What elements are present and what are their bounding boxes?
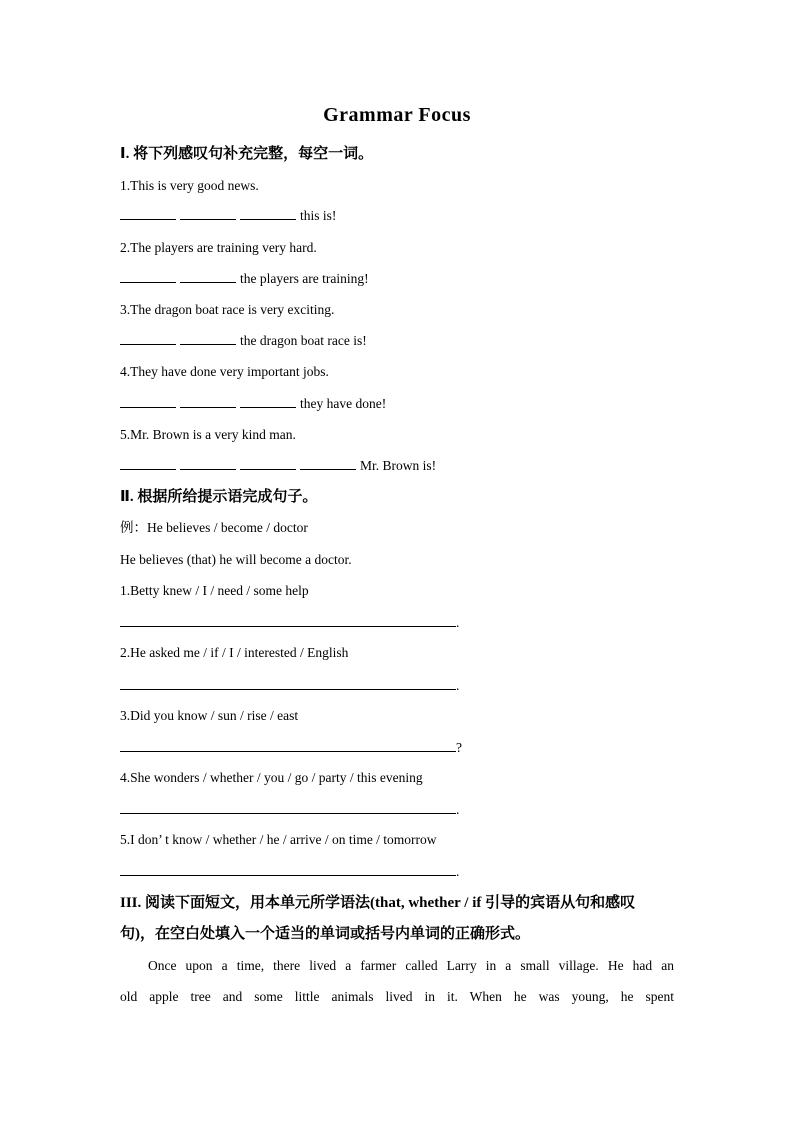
- answer-blank[interactable]: [300, 457, 356, 470]
- answer-blank[interactable]: [120, 270, 176, 283]
- section-3-heading-line-1: III. 阅读下面短文，用本单元所学语法(that, whether / if 引导的宾语从句和感叹: [120, 895, 636, 911]
- answer-end-punct: ?: [456, 740, 462, 755]
- answer-blank[interactable]: [180, 457, 236, 470]
- answer-tail: this is!: [300, 208, 337, 223]
- answer-end-punct: .: [456, 802, 460, 817]
- answer-tail: the players are training!: [240, 271, 369, 286]
- s1-question-3: 3.The dragon boat race is very exciting.: [120, 302, 335, 317]
- answer-blank[interactable]: [180, 270, 236, 283]
- answer-blank[interactable]: [120, 395, 176, 408]
- answer-blank[interactable]: [120, 457, 176, 470]
- answer-blank[interactable]: [180, 395, 236, 408]
- s2-example-prompt: 例：He believes / become / doctor: [120, 520, 308, 535]
- s2-question-1: 1.Betty knew / I / need / some help: [120, 583, 309, 598]
- section-1-heading: Ⅰ. 将下列感叹句补充完整，每空一词。: [120, 146, 374, 162]
- s1-answer-line-2: [120, 270, 369, 288]
- s2-question-4: 4.She wonders / whether / you / go / party / this evening: [120, 770, 423, 785]
- s1-answer-line-5: [120, 457, 436, 475]
- answer-line[interactable]: [120, 675, 456, 690]
- s2-example-answer: He believes (that) he will become a doctor.: [120, 552, 352, 567]
- answer-tail: the dragon boat race is!: [240, 333, 367, 348]
- s2-answer-line-2: [120, 675, 459, 695]
- answer-blank[interactable]: [180, 332, 236, 345]
- answer-line[interactable]: [120, 737, 456, 752]
- answer-blank[interactable]: [120, 332, 176, 345]
- page-title: Grammar Focus: [323, 104, 471, 126]
- s2-question-2: 2.He asked me / if / I / interested / English: [120, 645, 349, 660]
- answer-blank[interactable]: [180, 207, 236, 220]
- answer-end-punct: .: [456, 864, 460, 879]
- s1-question-1: 1.This is very good news.: [120, 178, 259, 193]
- s2-question-5: 5.I don’ t know / whether / he / arrive / on time / tomorrow: [120, 832, 437, 847]
- answer-line[interactable]: [120, 612, 456, 627]
- s2-answer-line-3: [120, 737, 462, 757]
- s2-question-3: 3.Did you know / sun / rise / east: [120, 708, 299, 723]
- s1-question-4: 4.They have done very important jobs.: [120, 364, 329, 379]
- s2-answer-line-1: [120, 612, 459, 632]
- s1-question-5: 5.Mr. Brown is a very kind man.: [120, 427, 296, 442]
- answer-blank[interactable]: [240, 207, 296, 220]
- s1-answer-line-4: [120, 395, 386, 413]
- passage-line-2: old apple tree and some little animals lived in it. When he was young, he spent: [120, 989, 674, 1004]
- s1-answer-line-1: [120, 207, 336, 225]
- s1-question-2: 2.The players are training very hard.: [120, 240, 317, 255]
- answer-line[interactable]: [120, 861, 456, 876]
- answer-tail: they have done!: [300, 396, 387, 411]
- answer-tail: Mr. Brown is!: [360, 458, 437, 473]
- s2-answer-line-5: [120, 861, 459, 881]
- answer-blank[interactable]: [120, 207, 176, 220]
- s1-answer-line-3: [120, 332, 367, 350]
- answer-blank[interactable]: [240, 395, 296, 408]
- answer-line[interactable]: [120, 799, 456, 814]
- section-3-heading-line-2: 句)，在空白处填入一个适当的单词或括号内单词的正确形式。: [120, 926, 530, 942]
- section-2-heading: Ⅱ. 根据所给提示语完成句子。: [120, 489, 318, 505]
- answer-end-punct: .: [456, 678, 460, 693]
- passage-line-1: Once upon a time, there lived a farmer called Larry in a small village. He had an: [148, 958, 674, 973]
- answer-end-punct: .: [456, 615, 460, 630]
- answer-blank[interactable]: [240, 457, 296, 470]
- s2-answer-line-4: [120, 799, 459, 819]
